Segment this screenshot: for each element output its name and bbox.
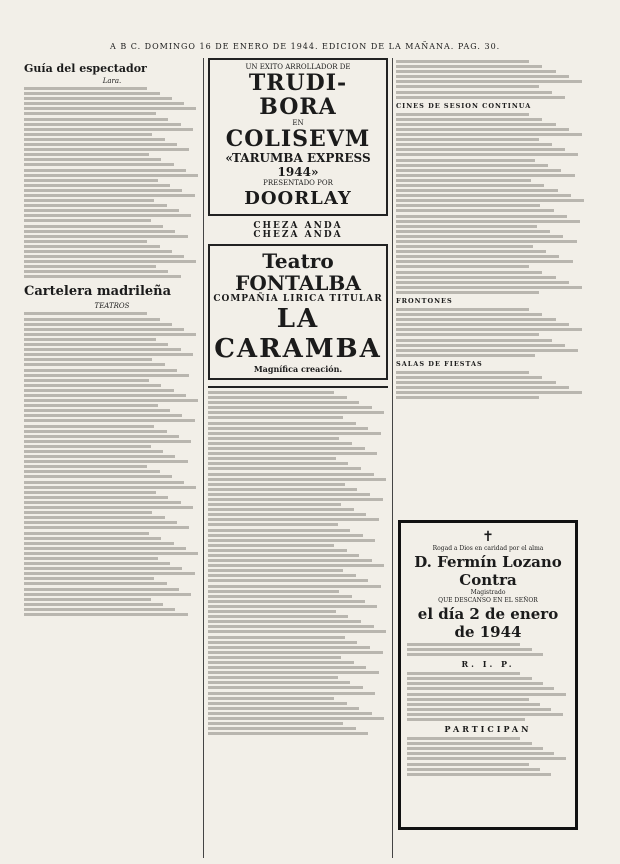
text-line — [24, 338, 156, 341]
text-line — [396, 128, 569, 131]
text-line — [24, 265, 156, 268]
text-line — [24, 323, 172, 326]
text-line — [407, 687, 554, 690]
text-line — [24, 153, 149, 156]
text-line — [396, 215, 567, 218]
text-line — [407, 672, 520, 675]
text-line — [407, 703, 540, 706]
column-2 — [208, 58, 388, 737]
text-line — [24, 250, 172, 253]
text-line — [407, 648, 532, 651]
text-line — [407, 693, 566, 696]
text-line — [24, 128, 193, 131]
text-line — [208, 559, 372, 562]
text-line — [24, 184, 170, 187]
text-line — [407, 643, 520, 646]
text-line — [24, 491, 156, 494]
text-line — [208, 636, 345, 639]
text-line — [208, 447, 365, 450]
text-line — [24, 358, 152, 361]
text-line — [396, 260, 573, 263]
text-line — [396, 265, 529, 268]
text-line — [396, 308, 529, 311]
text-line — [208, 473, 374, 476]
text-line — [24, 174, 198, 177]
text-line — [396, 339, 552, 342]
text-line — [396, 179, 531, 182]
ad-line: CHEZA ANDA — [253, 221, 343, 231]
text-line — [208, 590, 339, 593]
text-line — [396, 255, 559, 258]
text-line — [407, 677, 532, 680]
text-line — [208, 416, 343, 419]
text-line — [24, 169, 186, 172]
text-line — [208, 523, 338, 526]
text-line — [208, 646, 370, 649]
text-line — [24, 577, 154, 580]
text-line — [396, 235, 563, 238]
text-line — [24, 414, 182, 417]
text-line — [396, 164, 548, 167]
text-line — [208, 692, 375, 695]
text-line — [208, 529, 350, 532]
text-line — [396, 281, 569, 284]
divider — [208, 386, 388, 388]
text-line — [24, 516, 165, 519]
text-line — [208, 676, 338, 679]
text-line — [396, 381, 556, 384]
text-line — [24, 270, 168, 273]
text-line — [208, 569, 343, 572]
text-line — [24, 588, 179, 591]
advert-chueca — [208, 222, 388, 240]
text-line — [396, 65, 542, 68]
text-line — [407, 757, 566, 760]
text-line — [24, 107, 196, 110]
text-line — [208, 610, 336, 613]
text-line — [24, 537, 161, 540]
text-line — [24, 92, 160, 95]
text-line — [24, 235, 188, 238]
text-line — [24, 143, 177, 146]
text-line — [24, 409, 170, 412]
text-line — [396, 323, 569, 326]
text-line — [24, 240, 147, 243]
text-line — [208, 508, 354, 511]
text-line — [396, 123, 556, 126]
text-line — [24, 179, 158, 182]
text-line — [407, 708, 551, 711]
text-line — [208, 554, 359, 557]
text-line — [396, 159, 535, 162]
text-line — [24, 353, 193, 356]
text-line — [24, 384, 161, 387]
text-line — [24, 214, 191, 217]
text-line — [24, 87, 147, 90]
text-line — [24, 194, 195, 197]
text-line — [24, 363, 165, 366]
ad-star: TRUDI-BORA — [248, 70, 348, 120]
text-line — [208, 513, 366, 516]
text-line — [396, 328, 582, 331]
text-line — [396, 133, 582, 136]
page-header: A B C. DOMINGO 16 DE ENERO DE 1944. EDICION DE LA MAÑANA. PAG. 30. — [110, 42, 501, 51]
ad-line: UN EXITO ARROLLADOR DE — [245, 63, 351, 71]
article-text — [24, 312, 200, 616]
text-line — [396, 194, 571, 197]
text-line — [396, 349, 578, 352]
text-line — [24, 496, 168, 499]
text-line — [396, 85, 539, 88]
text-line — [396, 80, 582, 83]
text-line — [24, 369, 177, 372]
text-line — [208, 534, 363, 537]
text-line — [407, 698, 529, 701]
text-line — [208, 661, 354, 664]
text-line — [24, 158, 161, 161]
advert-coliseum — [208, 58, 388, 216]
text-line — [24, 542, 174, 545]
text-line — [208, 427, 368, 430]
text-line — [24, 598, 151, 601]
text-line — [208, 702, 347, 705]
article-text — [396, 60, 586, 99]
text-line — [208, 401, 359, 404]
text-line — [24, 112, 156, 115]
text-line — [396, 313, 542, 316]
text-line — [396, 118, 542, 121]
text-line — [208, 411, 384, 414]
text-line — [396, 113, 529, 116]
text-line — [396, 354, 535, 357]
text-line — [208, 422, 356, 425]
text-line — [24, 97, 172, 100]
text-line — [24, 608, 175, 611]
text-line — [208, 483, 345, 486]
text-line — [208, 539, 375, 542]
text-line — [208, 605, 377, 608]
text-line — [396, 230, 550, 233]
text-line — [24, 562, 170, 565]
text-line — [24, 435, 179, 438]
article-text — [396, 308, 586, 357]
text-line — [24, 328, 184, 331]
text-line — [208, 493, 370, 496]
obit-died: QUE DESCANSO EN EL SEÑOR — [438, 597, 538, 604]
text-line — [396, 153, 578, 156]
text-line — [24, 389, 174, 392]
text-line — [24, 557, 158, 560]
text-line — [24, 552, 198, 555]
ad-company: COMPAÑIA LIRICA TITULAR — [213, 294, 383, 304]
text-line — [208, 585, 381, 588]
text-line — [396, 240, 577, 243]
text-line — [396, 75, 569, 78]
section-title-2: Cartelera madrileña — [24, 284, 172, 300]
column-divider — [392, 58, 393, 858]
text-line — [396, 276, 556, 279]
text-line — [24, 230, 175, 233]
obit-text — [407, 672, 569, 721]
text-line — [208, 641, 357, 644]
text-line — [396, 189, 558, 192]
text-line — [24, 526, 189, 529]
text-line — [24, 333, 196, 336]
text-line — [396, 386, 569, 389]
text-line — [208, 457, 336, 460]
ad-producer: DOORLAY — [244, 188, 352, 209]
text-line — [24, 343, 168, 346]
text-line — [24, 318, 160, 321]
text-line — [208, 671, 379, 674]
text-line — [396, 225, 537, 228]
text-line — [24, 245, 160, 248]
text-line — [24, 199, 154, 202]
text-line — [24, 430, 167, 433]
text-line — [24, 593, 191, 596]
text-line — [24, 260, 196, 263]
text-line — [24, 379, 149, 382]
text-line — [396, 143, 552, 146]
obit-rip: R. I. P. — [461, 659, 515, 670]
text-line — [208, 488, 357, 491]
advert-fontalba — [208, 244, 388, 380]
text-line — [24, 547, 186, 550]
ad-tagline: Magnífica creación. — [253, 364, 343, 374]
text-line — [24, 219, 151, 222]
ad-line: CHEZA ANDA — [253, 230, 343, 240]
text-line — [208, 442, 352, 445]
text-line — [24, 572, 195, 575]
text-line — [208, 717, 384, 720]
text-line — [208, 462, 348, 465]
text-line — [208, 396, 347, 399]
text-line — [407, 763, 529, 766]
text-line — [208, 686, 363, 689]
text-line — [208, 518, 379, 521]
text-line — [396, 204, 540, 207]
text-line — [407, 682, 543, 685]
article-text — [24, 87, 200, 278]
ad-theater: Teatro FONTALBA — [235, 249, 361, 295]
text-line — [24, 445, 151, 448]
text-line — [24, 425, 154, 428]
text-line — [208, 712, 372, 715]
text-line — [24, 189, 182, 192]
text-line — [208, 620, 361, 623]
text-line — [24, 138, 165, 141]
text-line — [396, 391, 582, 394]
text-line — [407, 768, 540, 771]
text-line — [24, 312, 147, 315]
text-line — [396, 371, 529, 374]
text-line — [208, 549, 347, 552]
text-line — [24, 455, 175, 458]
text-line — [208, 432, 381, 435]
section-subtitle-2: TEATROS — [94, 302, 130, 311]
section-heading: FRONTONES — [396, 296, 453, 305]
text-line — [208, 722, 343, 725]
text-line — [396, 184, 544, 187]
text-line — [24, 475, 172, 478]
text-line — [208, 666, 366, 669]
text-line — [24, 255, 184, 258]
text-line — [24, 470, 160, 473]
text-line — [24, 613, 188, 616]
text-line — [407, 653, 543, 656]
text-line — [396, 271, 542, 274]
text-line — [24, 481, 184, 484]
obit-role: Magistrado — [470, 589, 506, 596]
text-line — [396, 291, 539, 294]
text-line — [396, 60, 529, 63]
text-line — [24, 374, 189, 377]
text-line — [407, 742, 532, 745]
text-line — [407, 752, 554, 755]
text-line — [208, 615, 348, 618]
text-line — [396, 138, 539, 141]
text-line — [24, 501, 181, 504]
text-line — [208, 467, 361, 470]
article-text — [208, 391, 388, 735]
text-line — [396, 91, 552, 94]
text-line — [24, 102, 184, 105]
text-line — [208, 727, 356, 730]
column-divider — [203, 58, 204, 858]
obit-name: D. Fermín Lozano Contra — [414, 553, 562, 589]
text-line — [208, 681, 350, 684]
text-line — [396, 286, 582, 289]
text-line — [396, 250, 546, 253]
text-line — [24, 460, 188, 463]
obit-notice: PARTICIPAN — [444, 724, 532, 735]
text-line — [208, 478, 386, 481]
text-line — [24, 118, 168, 121]
text-line — [396, 70, 556, 73]
text-line — [208, 544, 334, 547]
text-line — [208, 574, 356, 577]
text-line — [208, 564, 384, 567]
text-line — [24, 567, 182, 570]
ad-theater: COLISEVM — [225, 126, 371, 152]
text-line — [208, 630, 386, 633]
text-line — [24, 521, 177, 524]
text-line — [396, 148, 565, 151]
text-line — [396, 376, 542, 379]
text-line — [208, 437, 339, 440]
text-line — [396, 199, 584, 202]
text-line — [24, 486, 196, 489]
text-line — [208, 732, 368, 735]
text-line — [24, 465, 147, 468]
text-line — [24, 275, 181, 278]
text-line — [24, 133, 152, 136]
obit-text — [407, 643, 569, 656]
text-line — [24, 450, 163, 453]
text-line — [396, 245, 533, 248]
text-line — [24, 419, 195, 422]
text-line — [396, 209, 554, 212]
column-1 — [24, 58, 200, 618]
text-line — [407, 737, 520, 740]
text-line — [208, 595, 352, 598]
text-line — [208, 651, 383, 654]
text-line — [208, 452, 377, 455]
text-line — [396, 318, 556, 321]
text-line — [396, 344, 565, 347]
text-line — [24, 394, 186, 397]
text-line — [208, 406, 372, 409]
text-line — [24, 225, 163, 228]
text-line — [396, 174, 575, 177]
text-line — [208, 498, 383, 501]
text-line — [407, 718, 525, 721]
section-heading: CINES DE SESION CONTINUA — [396, 101, 532, 110]
text-line — [24, 204, 167, 207]
cross-icon: ✝ — [482, 529, 494, 545]
section-heading: SALAS DE FIESTAS — [396, 359, 483, 368]
text-line — [208, 697, 334, 700]
text-line — [24, 209, 179, 212]
text-line — [396, 396, 539, 399]
text-line — [24, 603, 163, 606]
text-line — [24, 148, 189, 151]
text-line — [396, 96, 565, 99]
text-line — [24, 511, 152, 514]
text-line — [208, 600, 365, 603]
section-subtitle: Lara. — [102, 77, 122, 85]
article-text — [396, 113, 586, 294]
text-line — [208, 579, 368, 582]
text-line — [407, 773, 551, 776]
text-line — [396, 220, 580, 223]
ad-show: LA CARAMBA — [214, 304, 382, 364]
column-3 — [396, 58, 586, 401]
text-line — [24, 399, 198, 402]
text-line — [208, 707, 359, 710]
text-line — [208, 503, 341, 506]
text-line — [24, 348, 181, 351]
obituary-box — [398, 520, 578, 830]
text-line — [24, 123, 181, 126]
text-line — [208, 625, 374, 628]
obit-date: el día 2 de enero de 1944 — [417, 605, 559, 641]
text-line — [407, 713, 563, 716]
text-line — [208, 656, 341, 659]
obit-pray: Rogad a Dios en caridad por el alma — [432, 545, 544, 552]
obit-text — [407, 737, 569, 776]
text-line — [24, 163, 174, 166]
ad-line: PRESENTADO POR — [263, 179, 333, 187]
text-line — [396, 169, 561, 172]
text-line — [208, 391, 334, 394]
text-line — [24, 404, 158, 407]
section-title: Guía del espectador — [24, 62, 147, 75]
ad-show: «TARUMBA EXPRESS 1944» — [225, 151, 371, 179]
ad-line: EN — [292, 119, 304, 127]
text-line — [24, 532, 149, 535]
text-line — [396, 333, 539, 336]
text-line — [24, 440, 191, 443]
article-text — [396, 371, 586, 399]
text-line — [24, 582, 167, 585]
text-line — [407, 747, 543, 750]
text-line — [24, 506, 193, 509]
